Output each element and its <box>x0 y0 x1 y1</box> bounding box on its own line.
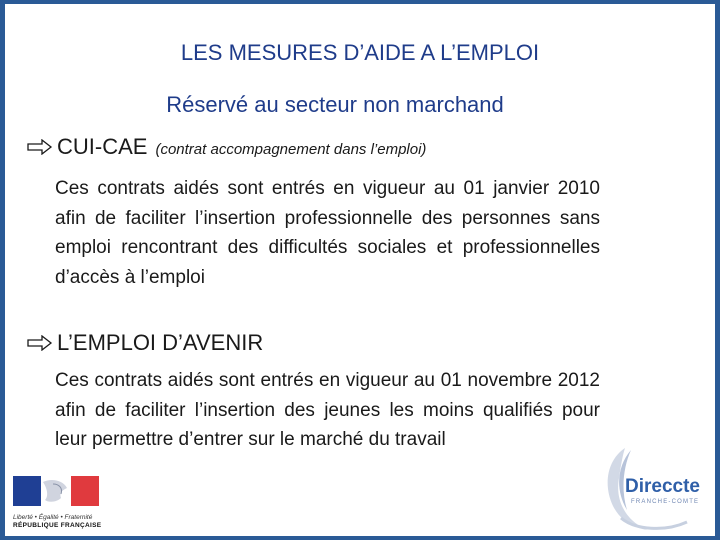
bullet-paragraph: Ces contrats aidés sont entrés en vigueur au 01 janvier 2010 afin de faciliter l’insertion professionnelle des personnes sans emploi rencontrant des difficultés sociales et professionnelles d’accès à l’emploi <box>55 178 600 288</box>
marianne-logo <box>13 476 107 534</box>
outline-arrow-bullet-icon <box>27 335 53 351</box>
bullet-emploi-avenir <box>27 330 263 356</box>
bullet-heading: CUI-CAE <box>57 134 148 159</box>
bullet-cui-cae <box>27 134 426 160</box>
svg-text:FRANCHE-COMTE: FRANCHE-COMTE <box>631 499 700 505</box>
marianne-flag-icon <box>13 476 99 506</box>
slide <box>5 4 715 536</box>
bullet-parenthetical: (contrat accompagnement dans l’emploi) <box>155 141 427 158</box>
bullet-heading: L’EMPLOI D’AVENIR <box>57 330 264 355</box>
direccte-logo <box>595 440 713 532</box>
bullet-paragraph: Ces contrats aidés sont entrés en vigueur au 01 novembre 2012 afin de faciliter l’insertion des jeunes les moins qualifiés pour leur permettre d’entrer sur le marché du travail <box>55 370 600 450</box>
svg-text:Direccte: Direccte <box>625 476 700 497</box>
slide-subtitle: Réservé au secteur non marchand <box>166 92 504 117</box>
marianne-caption: RÉPUBLIQUE FRANÇAISE <box>13 522 102 529</box>
marianne-motto: Liberté • Égalité • Fraternité <box>13 514 93 521</box>
outline-arrow-bullet-icon <box>27 139 53 155</box>
direccte-swirl-icon <box>595 440 713 532</box>
slide-title: LES MESURES D’AIDE A L’EMPLOI <box>180 40 540 65</box>
